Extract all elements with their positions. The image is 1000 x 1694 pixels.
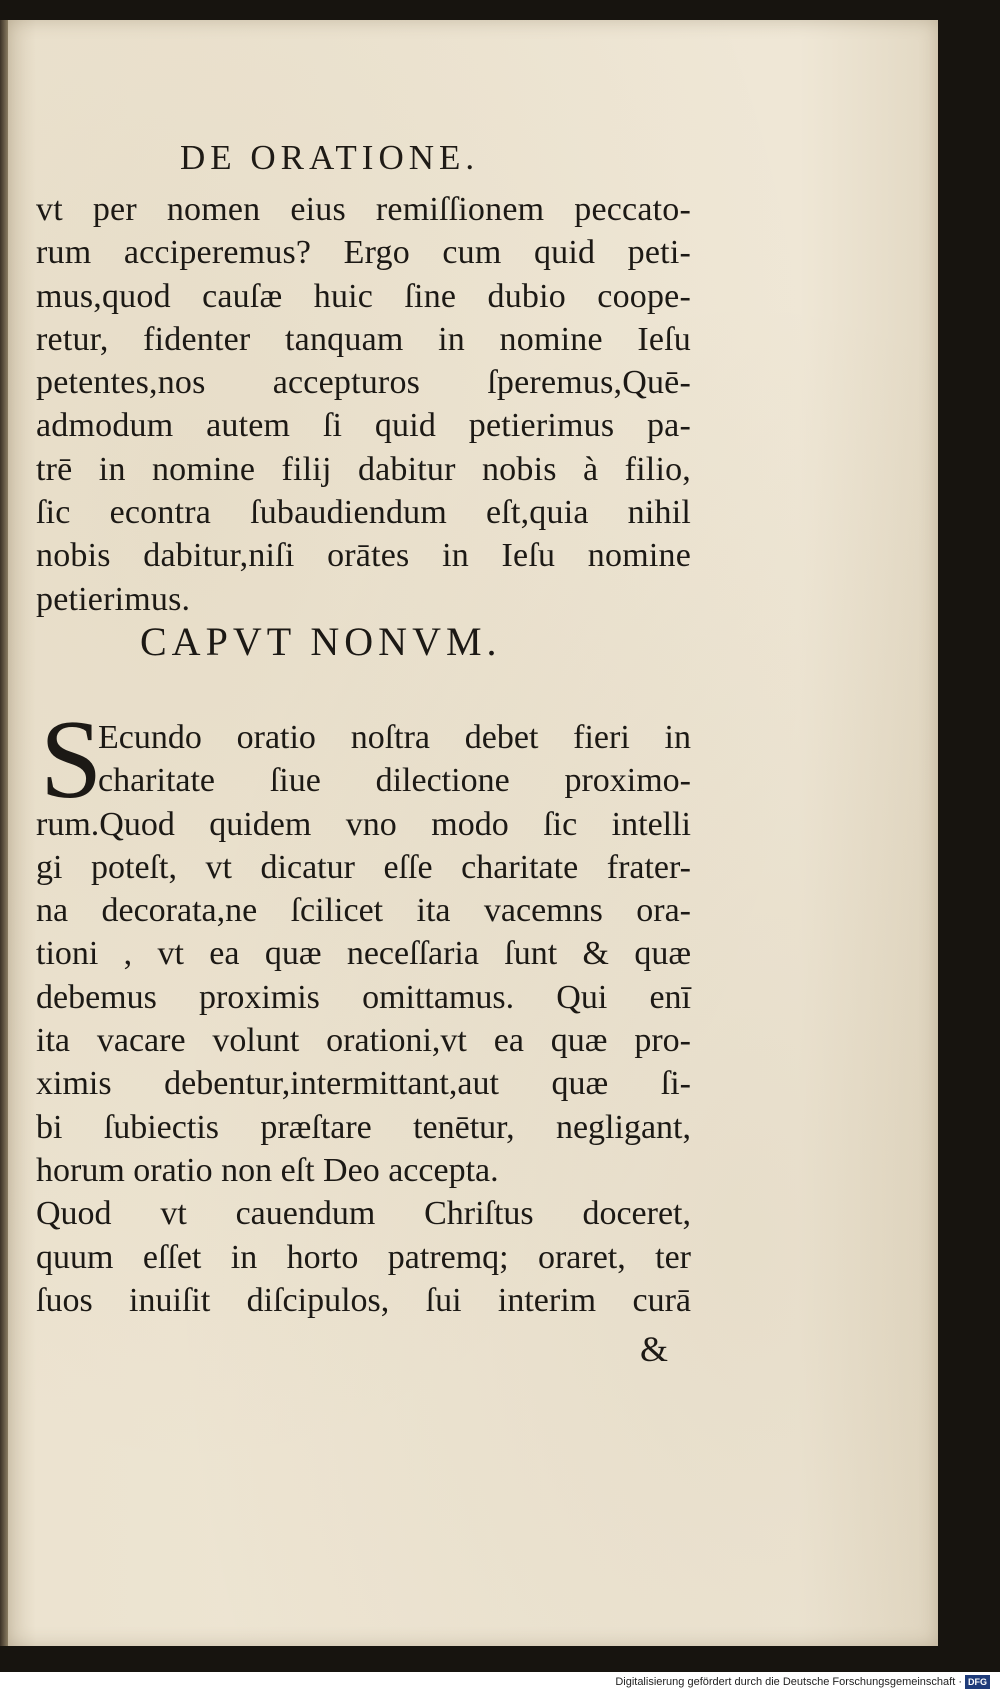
section-one-text (36, 188, 691, 621)
text-line: rum acciperemus? Ergo cum quid peti- (36, 234, 691, 272)
text-line: na decorata,ne ſcilicet ita vacemns ora- (36, 892, 691, 930)
text-line: bi ſubiectis præſtare tenētur, negligant, (36, 1108, 691, 1146)
text-line: charitate ſiue dilectione proximo- (98, 762, 691, 800)
text-line: rum.Quod quidem vno modo ſic intelli (36, 805, 691, 843)
text-line: admodum autem ſi quid petierimus pa- (36, 407, 691, 445)
text-line: nobis dabitur,niſi orātes in Ieſu nomine (36, 537, 691, 575)
text-line: Ecundo oratio noſtra debet fieri in (98, 719, 691, 756)
text-line: trē in nomine filij dabitur nobis à filio, (36, 450, 691, 488)
running-head: DE ORATIONE. (180, 138, 480, 177)
chapter-body-text (36, 698, 691, 1322)
dfg-logo-icon: DFG (965, 1675, 990, 1689)
binding-edge (0, 20, 8, 1646)
text-line: ſic econtra ſubaudiendum eſt,quia nihil (36, 494, 691, 532)
text-line: ſuos inuiſit diſcipulos, ſui interim curā (36, 1281, 691, 1319)
text-line: tioni , vt ea quæ neceſſaria ſunt & quæ (36, 935, 691, 973)
text-line: mus,quod cauſæ huic ſine dubio coope- (36, 277, 691, 315)
text-line: retur, fidenter tanquam in nomine Ieſu (36, 320, 691, 358)
text-line: Quod vt cauendum Chriſtus doceret, (36, 1195, 691, 1233)
text-line: horum oratio non eſt Deo accepta. (36, 1151, 499, 1189)
drop-cap: S (40, 698, 103, 822)
catchword: & (640, 1329, 669, 1369)
chapter-heading: CAPVT NONVM. (140, 619, 502, 664)
text-line: ximis debentur,intermittant,aut quæ ſi- (36, 1065, 691, 1103)
text-line: gi poteſt, vt dicatur eſſe charitate frater- (36, 848, 691, 886)
text-line: ita vacare volunt orationi,vt ea quæ pro- (36, 1022, 691, 1060)
funding-credit: Digitalisierung gefördert durch die Deutsche Forschungsgemeinschaft · (615, 1676, 962, 1688)
text-line: petierimus. (36, 580, 191, 618)
text-line: quum eſſet in horto patremq; oraret, ter (36, 1238, 691, 1276)
text-line: vt per nomen eius remiſſionem peccato- (36, 191, 691, 228)
text-line: petentes,nos accepturos ſperemus,Quē- (36, 364, 691, 402)
text-line: debemus proximis omittamus. Qui enī (36, 978, 691, 1016)
